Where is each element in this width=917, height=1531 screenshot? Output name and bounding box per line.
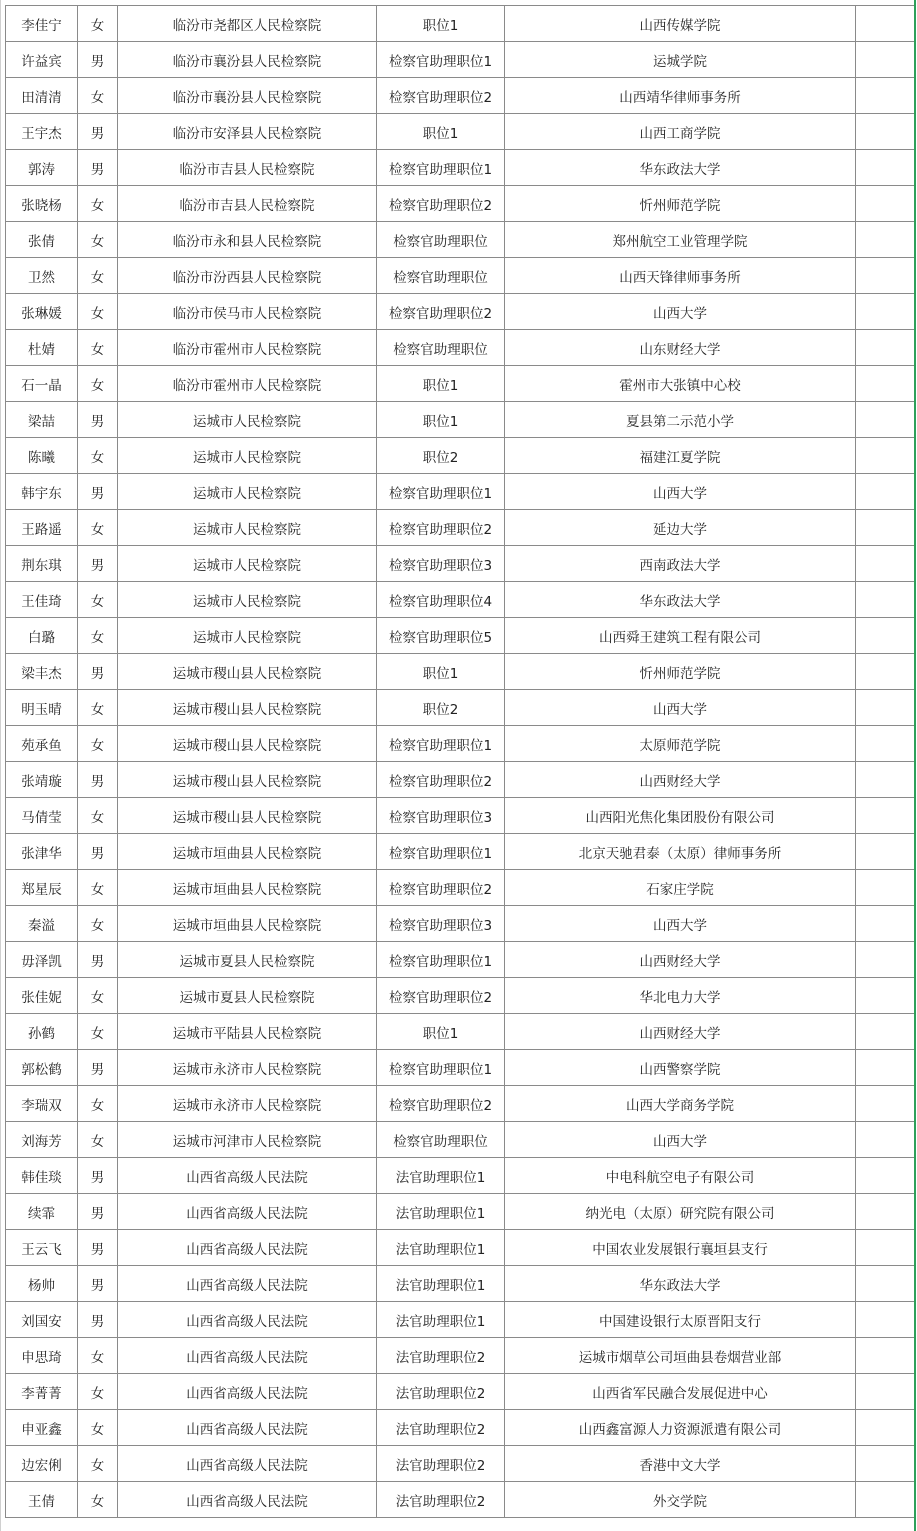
name-cell: 刘国安 <box>6 1302 78 1338</box>
employer-cell: 山西大学 <box>505 474 856 510</box>
unit-cell: 临汾市襄汾县人民检察院 <box>118 42 377 78</box>
name-cell: 秦溢 <box>6 906 78 942</box>
gender-cell: 男 <box>78 1158 118 1194</box>
position-cell: 检察官助理职位2 <box>377 1086 505 1122</box>
employer-cell: 运城市烟草公司垣曲县卷烟营业部 <box>505 1338 856 1374</box>
empty-cell <box>856 1050 915 1086</box>
empty-cell <box>856 906 915 942</box>
table-row <box>6 978 915 1014</box>
table-row <box>6 1158 915 1194</box>
unit-cell: 山西省高级人民法院 <box>118 1338 377 1374</box>
table-row <box>6 1230 915 1266</box>
gender-cell: 女 <box>78 1410 118 1446</box>
name-cell: 张佳妮 <box>6 978 78 1014</box>
gender-cell: 女 <box>78 294 118 330</box>
unit-cell: 运城市垣曲县人民检察院 <box>118 906 377 942</box>
unit-cell: 运城市人民检察院 <box>118 546 377 582</box>
gender-cell: 女 <box>78 582 118 618</box>
table-row <box>6 1122 915 1158</box>
empty-cell <box>856 1410 915 1446</box>
employer-cell: 中电科航空电子有限公司 <box>505 1158 856 1194</box>
gender-cell: 女 <box>78 6 118 42</box>
employer-cell: 西南政法大学 <box>505 546 856 582</box>
gender-cell: 女 <box>78 798 118 834</box>
table-row <box>6 906 915 942</box>
position-cell: 职位1 <box>377 1014 505 1050</box>
gender-cell: 男 <box>78 762 118 798</box>
unit-cell: 临汾市霍州市人民检察院 <box>118 366 377 402</box>
unit-cell: 山西省高级人民法院 <box>118 1266 377 1302</box>
gender-cell: 男 <box>78 546 118 582</box>
table-row <box>6 942 915 978</box>
employer-cell: 山西省军民融合发展促进中心 <box>505 1374 856 1410</box>
name-cell: 明玉晴 <box>6 690 78 726</box>
position-cell: 检察官助理职位1 <box>377 42 505 78</box>
employer-cell: 北京天驰君泰（太原）律师事务所 <box>505 834 856 870</box>
empty-cell <box>856 114 915 150</box>
empty-cell <box>856 654 915 690</box>
employer-cell: 山西财经大学 <box>505 762 856 798</box>
empty-cell <box>856 6 915 42</box>
unit-cell: 运城市人民检察院 <box>118 618 377 654</box>
name-cell: 杜婧 <box>6 330 78 366</box>
table-row <box>6 1050 915 1086</box>
unit-cell: 运城市稷山县人民检察院 <box>118 654 377 690</box>
employer-cell: 福建江夏学院 <box>505 438 856 474</box>
employer-cell: 山西阳光焦化集团股份有限公司 <box>505 798 856 834</box>
employer-cell: 忻州师范学院 <box>505 186 856 222</box>
position-cell: 检察官助理职位1 <box>377 834 505 870</box>
name-cell: 郭松鹤 <box>6 1050 78 1086</box>
empty-cell <box>856 618 915 654</box>
employer-cell: 山西天锋律师事务所 <box>505 258 856 294</box>
name-cell: 苑承鱼 <box>6 726 78 762</box>
employer-cell: 山西靖华律师事务所 <box>505 78 856 114</box>
employer-cell: 山西大学 <box>505 1122 856 1158</box>
empty-cell <box>856 762 915 798</box>
unit-cell: 运城市稷山县人民检察院 <box>118 726 377 762</box>
position-cell: 检察官助理职位5 <box>377 618 505 654</box>
name-cell: 孙鹤 <box>6 1014 78 1050</box>
table-row <box>6 222 915 258</box>
unit-cell: 运城市人民检察院 <box>118 438 377 474</box>
unit-cell: 临汾市霍州市人民检察院 <box>118 330 377 366</box>
empty-cell <box>856 942 915 978</box>
position-cell: 检察官助理职位2 <box>377 78 505 114</box>
unit-cell: 临汾市襄汾县人民检察院 <box>118 78 377 114</box>
position-cell: 检察官助理职位1 <box>377 1050 505 1086</box>
gender-cell: 女 <box>78 330 118 366</box>
gender-cell: 男 <box>78 1302 118 1338</box>
position-cell: 检察官助理职位2 <box>377 762 505 798</box>
name-cell: 张琳媛 <box>6 294 78 330</box>
empty-cell <box>856 1014 915 1050</box>
name-cell: 田清清 <box>6 78 78 114</box>
name-cell: 张晓杨 <box>6 186 78 222</box>
gender-cell: 女 <box>78 618 118 654</box>
employer-cell: 运城学院 <box>505 42 856 78</box>
unit-cell: 运城市稷山县人民检察院 <box>118 762 377 798</box>
gender-cell: 女 <box>78 1446 118 1482</box>
name-cell: 许益宾 <box>6 42 78 78</box>
employer-cell: 山西警察学院 <box>505 1050 856 1086</box>
position-cell: 职位2 <box>377 438 505 474</box>
empty-cell <box>856 726 915 762</box>
table-row <box>6 474 915 510</box>
name-cell: 王云飞 <box>6 1230 78 1266</box>
table-row <box>6 582 915 618</box>
name-cell: 卫然 <box>6 258 78 294</box>
gender-cell: 男 <box>78 114 118 150</box>
name-cell: 马倩莹 <box>6 798 78 834</box>
table-row <box>6 1302 915 1338</box>
empty-cell <box>856 222 915 258</box>
name-cell: 续霏 <box>6 1194 78 1230</box>
empty-cell <box>856 510 915 546</box>
table-row <box>6 1266 915 1302</box>
empty-cell <box>856 978 915 1014</box>
empty-cell <box>856 330 915 366</box>
employer-cell: 忻州师范学院 <box>505 654 856 690</box>
table-row <box>6 798 915 834</box>
unit-cell: 临汾市永和县人民检察院 <box>118 222 377 258</box>
employer-cell: 华东政法大学 <box>505 1266 856 1302</box>
unit-cell: 山西省高级人民法院 <box>118 1158 377 1194</box>
gender-cell: 男 <box>78 402 118 438</box>
empty-cell <box>856 1086 915 1122</box>
unit-cell: 临汾市吉县人民检察院 <box>118 186 377 222</box>
position-cell: 法官助理职位1 <box>377 1230 505 1266</box>
unit-cell: 运城市夏县人民检察院 <box>118 942 377 978</box>
gender-cell: 男 <box>78 42 118 78</box>
position-cell: 法官助理职位1 <box>377 1158 505 1194</box>
unit-cell: 运城市垣曲县人民检察院 <box>118 834 377 870</box>
unit-cell: 运城市人民检察院 <box>118 402 377 438</box>
employer-cell: 霍州市大张镇中心校 <box>505 366 856 402</box>
empty-cell <box>856 582 915 618</box>
empty-cell <box>856 1266 915 1302</box>
employer-cell: 华东政法大学 <box>505 582 856 618</box>
table-row <box>6 402 915 438</box>
gender-cell: 男 <box>78 1266 118 1302</box>
gender-cell: 女 <box>78 510 118 546</box>
empty-cell <box>856 258 915 294</box>
employer-cell: 山西大学 <box>505 294 856 330</box>
name-cell: 张津华 <box>6 834 78 870</box>
empty-cell <box>856 870 915 906</box>
table-row <box>6 6 915 42</box>
position-cell: 职位1 <box>377 654 505 690</box>
employer-cell: 纳光电（太原）研究院有限公司 <box>505 1194 856 1230</box>
table-row <box>6 1338 915 1374</box>
unit-cell: 运城市河津市人民检察院 <box>118 1122 377 1158</box>
table-row <box>6 114 915 150</box>
gender-cell: 男 <box>78 654 118 690</box>
gender-cell: 男 <box>78 1194 118 1230</box>
position-cell: 检察官助理职位2 <box>377 186 505 222</box>
table-row <box>6 366 915 402</box>
empty-cell <box>856 186 915 222</box>
position-cell: 检察官助理职位 <box>377 330 505 366</box>
empty-cell <box>856 78 915 114</box>
unit-cell: 运城市稷山县人民检察院 <box>118 690 377 726</box>
name-cell: 边宏俐 <box>6 1446 78 1482</box>
position-cell: 检察官助理职位2 <box>377 870 505 906</box>
table-row <box>6 1086 915 1122</box>
unit-cell: 山西省高级人民法院 <box>118 1302 377 1338</box>
empty-cell <box>856 1122 915 1158</box>
gender-cell: 女 <box>78 258 118 294</box>
empty-cell <box>856 366 915 402</box>
unit-cell: 山西省高级人民法院 <box>118 1374 377 1410</box>
name-cell: 王宇杰 <box>6 114 78 150</box>
position-cell: 检察官助理职位 <box>377 222 505 258</box>
table-row <box>6 690 915 726</box>
empty-cell <box>856 690 915 726</box>
position-cell: 检察官助理职位1 <box>377 474 505 510</box>
employer-cell: 山西鑫富源人力资源派遣有限公司 <box>505 1410 856 1446</box>
gender-cell: 女 <box>78 438 118 474</box>
position-cell: 检察官助理职位4 <box>377 582 505 618</box>
name-cell: 张倩 <box>6 222 78 258</box>
position-cell: 法官助理职位1 <box>377 1302 505 1338</box>
employer-cell: 太原师范学院 <box>505 726 856 762</box>
unit-cell: 运城市垣曲县人民检察院 <box>118 870 377 906</box>
position-cell: 检察官助理职位3 <box>377 798 505 834</box>
position-cell: 职位2 <box>377 690 505 726</box>
gender-cell: 女 <box>78 1374 118 1410</box>
table-row <box>6 654 915 690</box>
empty-cell <box>856 474 915 510</box>
gender-cell: 女 <box>78 1122 118 1158</box>
empty-cell <box>856 798 915 834</box>
gender-cell: 女 <box>78 1338 118 1374</box>
table-row <box>6 1374 915 1410</box>
table-row <box>6 870 915 906</box>
name-cell: 申亚鑫 <box>6 1410 78 1446</box>
name-cell: 梁喆 <box>6 402 78 438</box>
position-cell: 检察官助理职位1 <box>377 726 505 762</box>
table-body <box>6 6 915 1518</box>
unit-cell: 临汾市尧都区人民检察院 <box>118 6 377 42</box>
gender-cell: 女 <box>78 726 118 762</box>
employer-cell: 山西舜王建筑工程有限公司 <box>505 618 856 654</box>
name-cell: 毋泽凯 <box>6 942 78 978</box>
empty-cell <box>856 834 915 870</box>
position-cell: 检察官助理职位2 <box>377 294 505 330</box>
name-cell: 李佳宁 <box>6 6 78 42</box>
position-cell: 检察官助理职位1 <box>377 150 505 186</box>
left-edge-line <box>0 0 1 1531</box>
gender-cell: 男 <box>78 1230 118 1266</box>
gender-cell: 女 <box>78 1086 118 1122</box>
name-cell: 石一晶 <box>6 366 78 402</box>
position-cell: 法官助理职位2 <box>377 1338 505 1374</box>
empty-cell <box>856 1482 915 1518</box>
empty-cell <box>856 1446 915 1482</box>
unit-cell: 运城市永济市人民检察院 <box>118 1086 377 1122</box>
unit-cell: 运城市永济市人民检察院 <box>118 1050 377 1086</box>
unit-cell: 临汾市汾西县人民检察院 <box>118 258 377 294</box>
position-cell: 检察官助理职位 <box>377 258 505 294</box>
table-row <box>6 726 915 762</box>
position-cell: 检察官助理职位2 <box>377 510 505 546</box>
table-row <box>6 150 915 186</box>
table-row <box>6 510 915 546</box>
table-row <box>6 1014 915 1050</box>
table-row <box>6 186 915 222</box>
unit-cell: 山西省高级人民法院 <box>118 1194 377 1230</box>
employer-cell: 延边大学 <box>505 510 856 546</box>
unit-cell: 临汾市安泽县人民检察院 <box>118 114 377 150</box>
employer-cell: 山西大学 <box>505 690 856 726</box>
position-cell: 法官助理职位1 <box>377 1194 505 1230</box>
position-cell: 法官助理职位2 <box>377 1374 505 1410</box>
table-row <box>6 330 915 366</box>
name-cell: 李菁菁 <box>6 1374 78 1410</box>
name-cell: 韩佳琰 <box>6 1158 78 1194</box>
gender-cell: 女 <box>78 870 118 906</box>
name-cell: 王佳琦 <box>6 582 78 618</box>
gender-cell: 女 <box>78 690 118 726</box>
position-cell: 检察官助理职位 <box>377 1122 505 1158</box>
name-cell: 王路遥 <box>6 510 78 546</box>
table-row <box>6 1410 915 1446</box>
employer-cell: 山西财经大学 <box>505 1014 856 1050</box>
table-row <box>6 834 915 870</box>
employer-cell: 香港中文大学 <box>505 1446 856 1482</box>
employer-cell: 外交学院 <box>505 1482 856 1518</box>
unit-cell: 运城市人民检察院 <box>118 582 377 618</box>
employer-cell: 中国建设银行太原晋阳支行 <box>505 1302 856 1338</box>
empty-cell <box>856 1158 915 1194</box>
table-row <box>6 78 915 114</box>
position-cell: 法官助理职位2 <box>377 1410 505 1446</box>
empty-cell <box>856 438 915 474</box>
results-table <box>5 5 915 1518</box>
unit-cell: 临汾市侯马市人民检察院 <box>118 294 377 330</box>
gender-cell: 男 <box>78 150 118 186</box>
empty-cell <box>856 1374 915 1410</box>
position-cell: 职位1 <box>377 6 505 42</box>
unit-cell: 运城市人民检察院 <box>118 474 377 510</box>
position-cell: 检察官助理职位1 <box>377 942 505 978</box>
gender-cell: 女 <box>78 222 118 258</box>
employer-cell: 石家庄学院 <box>505 870 856 906</box>
employer-cell: 山西财经大学 <box>505 942 856 978</box>
position-cell: 检察官助理职位3 <box>377 546 505 582</box>
employer-cell: 郑州航空工业管理学院 <box>505 222 856 258</box>
unit-cell: 运城市人民检察院 <box>118 510 377 546</box>
position-cell: 职位1 <box>377 366 505 402</box>
table-row <box>6 294 915 330</box>
gender-cell: 女 <box>78 978 118 1014</box>
unit-cell: 运城市稷山县人民检察院 <box>118 798 377 834</box>
right-edge-line <box>914 0 916 1531</box>
position-cell: 职位1 <box>377 114 505 150</box>
unit-cell: 山西省高级人民法院 <box>118 1446 377 1482</box>
gender-cell: 女 <box>78 906 118 942</box>
table-row <box>6 1446 915 1482</box>
empty-cell <box>856 1302 915 1338</box>
name-cell: 荆东琪 <box>6 546 78 582</box>
unit-cell: 山西省高级人民法院 <box>118 1482 377 1518</box>
employer-cell: 华北电力大学 <box>505 978 856 1014</box>
name-cell: 白璐 <box>6 618 78 654</box>
name-cell: 刘海芳 <box>6 1122 78 1158</box>
position-cell: 法官助理职位2 <box>377 1482 505 1518</box>
table-row <box>6 1482 915 1518</box>
unit-cell: 运城市平陆县人民检察院 <box>118 1014 377 1050</box>
empty-cell <box>856 1230 915 1266</box>
name-cell: 郑星辰 <box>6 870 78 906</box>
empty-cell <box>856 1338 915 1374</box>
gender-cell: 男 <box>78 1050 118 1086</box>
gender-cell: 男 <box>78 942 118 978</box>
employer-cell: 华东政法大学 <box>505 150 856 186</box>
employer-cell: 夏县第二示范小学 <box>505 402 856 438</box>
position-cell: 检察官助理职位3 <box>377 906 505 942</box>
employer-cell: 山西大学 <box>505 906 856 942</box>
name-cell: 杨帅 <box>6 1266 78 1302</box>
table-row <box>6 258 915 294</box>
unit-cell: 山西省高级人民法院 <box>118 1230 377 1266</box>
position-cell: 检察官助理职位2 <box>377 978 505 1014</box>
employer-cell: 山东财经大学 <box>505 330 856 366</box>
name-cell: 陈曦 <box>6 438 78 474</box>
table-row <box>6 42 915 78</box>
gender-cell: 男 <box>78 474 118 510</box>
empty-cell <box>856 546 915 582</box>
name-cell: 梁丰杰 <box>6 654 78 690</box>
table-row <box>6 618 915 654</box>
empty-cell <box>856 294 915 330</box>
gender-cell: 女 <box>78 366 118 402</box>
position-cell: 职位1 <box>377 402 505 438</box>
employer-cell: 山西工商学院 <box>505 114 856 150</box>
table-row <box>6 546 915 582</box>
employer-cell: 山西大学商务学院 <box>505 1086 856 1122</box>
gender-cell: 女 <box>78 78 118 114</box>
table-row <box>6 762 915 798</box>
unit-cell: 临汾市吉县人民检察院 <box>118 150 377 186</box>
gender-cell: 女 <box>78 1482 118 1518</box>
position-cell: 法官助理职位2 <box>377 1446 505 1482</box>
empty-cell <box>856 150 915 186</box>
gender-cell: 男 <box>78 834 118 870</box>
name-cell: 韩宇东 <box>6 474 78 510</box>
employer-cell: 山西传媒学院 <box>505 6 856 42</box>
name-cell: 王倩 <box>6 1482 78 1518</box>
empty-cell <box>856 402 915 438</box>
empty-cell <box>856 1194 915 1230</box>
name-cell: 申思琦 <box>6 1338 78 1374</box>
gender-cell: 女 <box>78 1014 118 1050</box>
unit-cell: 山西省高级人民法院 <box>118 1410 377 1446</box>
unit-cell: 运城市夏县人民检察院 <box>118 978 377 1014</box>
name-cell: 郭涛 <box>6 150 78 186</box>
name-cell: 张靖璇 <box>6 762 78 798</box>
empty-cell <box>856 42 915 78</box>
name-cell: 李瑞双 <box>6 1086 78 1122</box>
table-row <box>6 1194 915 1230</box>
position-cell: 法官助理职位1 <box>377 1266 505 1302</box>
employer-cell: 中国农业发展银行襄垣县支行 <box>505 1230 856 1266</box>
table-row <box>6 438 915 474</box>
gender-cell: 女 <box>78 186 118 222</box>
